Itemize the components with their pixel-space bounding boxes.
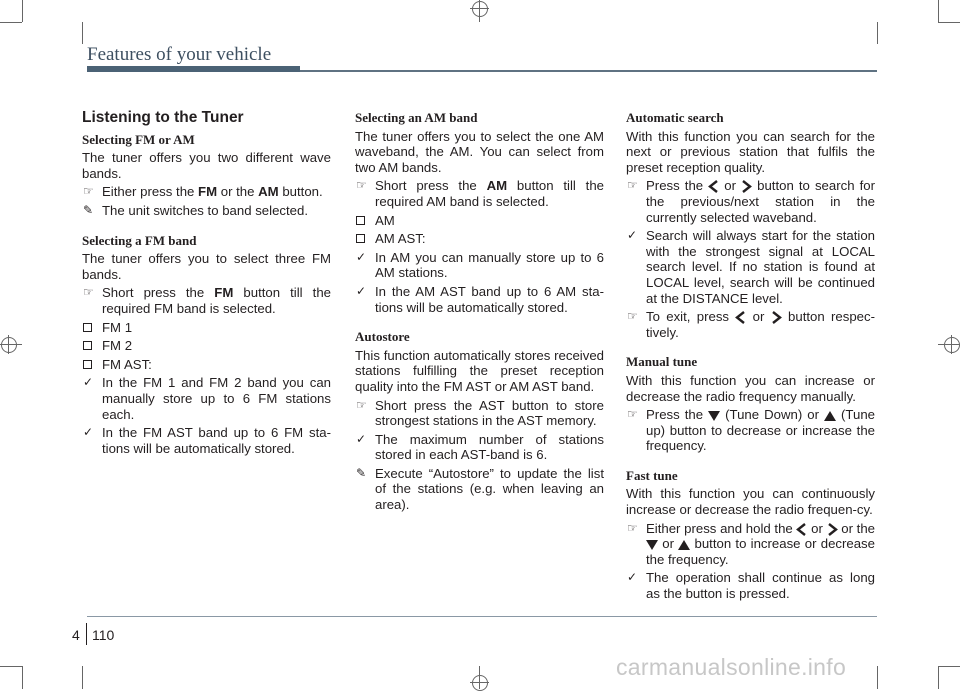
paragraph: The tuner offers you two different wave bands. — [82, 150, 331, 181]
registration-circle — [1, 337, 17, 353]
note-item: ✎ Execute “Autostore” to update the list of the stations (e.g. when leaving an area). — [356, 465, 604, 513]
check-item: ✓ In AM you can manually store up to 6 AM stations. — [356, 249, 604, 281]
am-key: AM — [258, 184, 279, 200]
section-heading: Listening to the Tuner — [82, 109, 244, 126]
check-item: ✓ The operation shall continue as long as the button is pressed. — [627, 570, 875, 602]
footer-rule — [87, 616, 877, 617]
chevron-right-icon — [741, 180, 752, 193]
instruction-item: ☞ Either press the FM or the AM button. — [83, 184, 323, 200]
instruction-item: ☞ Short press the AM button till the required AM band is selected. — [356, 178, 604, 209]
check-item: ✓ Search will always start for the station with the strongest signal at LOCAL search level. If no station is found at LOCAL level, search will be continued at the DISTANCE level. — [627, 228, 875, 306]
fm-key: FM — [214, 285, 234, 301]
trim-line — [877, 22, 878, 44]
instruction-item: ☞ To exit, press or button respec-tively. — [627, 309, 875, 340]
check-icon: ✓ — [356, 431, 367, 446]
chevron-left-icon — [708, 180, 719, 193]
note-icon: ✎ — [83, 202, 94, 217]
pointer-icon: ☞ — [83, 184, 94, 199]
checkbox-icon — [83, 360, 92, 369]
triangle-up-icon — [678, 539, 690, 551]
check-icon: ✓ — [83, 375, 94, 390]
pointer-icon: ☞ — [83, 285, 94, 300]
column-1 — [82, 110, 331, 459]
check-item: ✓ In the FM 1 and FM 2 band you can manually store up to 6 FM stations each. — [83, 375, 331, 422]
list-item: FM 2 — [82, 338, 331, 354]
list-item: AM AST: — [355, 231, 604, 247]
subsection-title: Fast tune — [626, 467, 678, 483]
page-number-divider — [86, 623, 87, 645]
chevron-right-icon — [827, 523, 838, 536]
page-header-title: Features of your vehicle — [87, 44, 272, 65]
crop-mark — [0, 22, 22, 23]
instruction-item: ☞ Short press the FM button till the required FM band is selected. — [83, 285, 331, 316]
page-number: 110 — [92, 627, 115, 643]
checkbox-icon — [356, 234, 365, 243]
column-3 — [626, 110, 875, 605]
registration-circle — [472, 1, 488, 17]
check-item: ✓ The maximum number of stations stored in each AST-band is 6. — [356, 431, 604, 463]
list-item: AM — [355, 213, 604, 229]
crop-mark — [938, 0, 939, 22]
check-icon: ✓ — [627, 228, 638, 243]
chevron-left-icon — [796, 523, 807, 536]
subsection-title: Autostore — [355, 329, 410, 345]
paragraph: The tuner offers you to select the one AM waveband, the AM. You can select from two AM bands. — [355, 128, 604, 175]
instruction-item: ☞ Press the or button to search for the previous/next station in the currently selected waveband. — [627, 178, 875, 225]
paragraph: This function automatically stores received stations fulfilling the preset reception quality into the FM AST or AM AST band. — [355, 347, 604, 394]
check-item: ✓ In the AM AST band up to 6 AM sta-tions will be automatically stored. — [356, 283, 604, 315]
am-key: AM — [486, 178, 508, 194]
note-icon: ✎ — [356, 465, 367, 480]
pointer-icon: ☞ — [356, 178, 367, 193]
list-item: FM AST: — [82, 357, 331, 373]
subsection-title: Automatic search — [626, 110, 724, 125]
crop-mark — [22, 666, 23, 689]
checkbox-icon — [83, 341, 92, 350]
paragraph: With this function you can search for the next or previous station that fulfils the preset reception quality. — [626, 128, 875, 175]
section-number: 4 — [72, 627, 80, 643]
pointer-icon: ☞ — [627, 309, 638, 324]
subsection-title: Manual tune — [626, 354, 698, 370]
registration-circle — [944, 337, 960, 353]
check-item: ✓ In the FM AST band up to 6 FM sta-tions will be automatically stored. — [83, 425, 331, 456]
crop-mark — [938, 22, 960, 23]
check-icon: ✓ — [627, 570, 638, 585]
crop-mark — [938, 666, 960, 667]
chevron-right-icon — [771, 311, 782, 324]
pointer-icon: ☞ — [627, 520, 638, 535]
crop-mark — [0, 666, 22, 667]
check-icon: ✓ — [356, 249, 367, 264]
trim-line — [82, 666, 83, 689]
chevron-left-icon — [735, 311, 746, 324]
column-2 — [355, 110, 604, 516]
list-item: FM 1 — [82, 320, 331, 336]
paragraph: The tuner offers you to select three FM bands. — [82, 251, 331, 282]
triangle-down-icon — [708, 410, 720, 422]
check-icon: ✓ — [356, 283, 367, 298]
checkbox-icon — [83, 323, 92, 332]
check-icon: ✓ — [83, 425, 94, 440]
crop-mark — [22, 0, 23, 22]
instruction-item: ☞ Press the (Tune Down) or (Tune up) button to decrease or increase the frequency. — [627, 407, 876, 454]
instruction-item: ☞ Short press the AST button to store strongest stations in the AST memory. — [356, 397, 604, 429]
watermark: carmanualsonline.info — [616, 654, 847, 680]
checkbox-icon — [356, 216, 365, 225]
pointer-icon: ☞ — [356, 397, 367, 412]
subsection-title: Selecting a FM band — [82, 232, 197, 248]
subsection-title: Selecting an AM band — [355, 110, 478, 125]
note-item: ✎ The unit switches to band selected. — [83, 202, 308, 218]
header-rule — [300, 70, 877, 72]
triangle-up-icon — [824, 410, 836, 422]
crop-mark — [938, 666, 939, 689]
pointer-icon: ☞ — [627, 178, 638, 193]
subsection-title: Selecting FM or AM — [82, 131, 195, 147]
paragraph: With this function you can increase or decrease the radio frequency manually. — [626, 372, 875, 404]
triangle-down-icon — [646, 539, 658, 551]
fm-key: FM — [198, 184, 218, 200]
paragraph: With this function you can continuously increase or decrease the radio frequen-cy. — [626, 486, 875, 518]
header-accent-bar — [87, 66, 300, 72]
trim-line — [82, 22, 83, 44]
pointer-icon: ☞ — [627, 407, 638, 422]
instruction-item: ☞ Either press and hold the or or the or button to increase or decrease the frequency. — [627, 520, 875, 567]
trim-line — [877, 666, 878, 689]
